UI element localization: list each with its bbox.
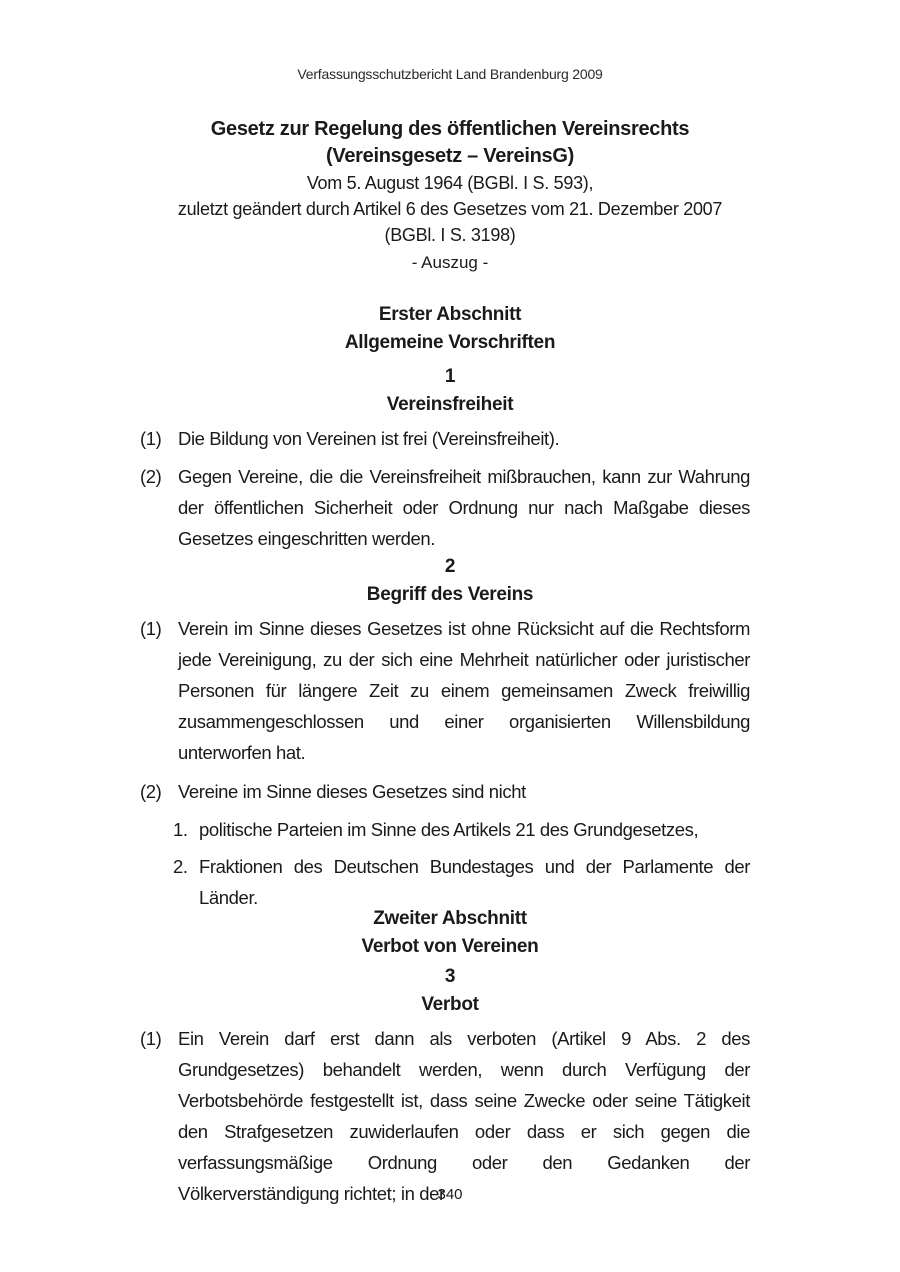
item-text: Gegen Vereine, die die Vereinsfreiheit mißbrauchen, kann zur Wahrung der öffentlichen Sicherheit oder Ordnung nur nach Maßgabe dieses Gesetzes eingeschritten werden. <box>178 466 750 549</box>
subitem-number: 2. <box>173 856 188 877</box>
item-text: Vereine im Sinne dieses Gesetzes sind nicht <box>178 781 526 802</box>
item-text: Ein Verein darf erst dann als verboten (Artikel 9 Abs. 2 des Grundgesetzes) behandelt werden, wenn durch Verfügung der Verbotsbehörde festgestellt ist, dass seine Zwecke oder seine Tätigkeit den Strafgesetzen zuwiderlaufen oder dass er sich gegen die verfassungsmäßige Ordnung oder den Gedanken der Völkerverständigung richtet; in der <box>178 1028 750 1204</box>
law-title: Gesetz zur Regelung des öffentlichen Vereinsrechts <box>210 118 690 140</box>
law-date: Vom 5. August 1964 (BGBl. I S. 593), <box>306 173 594 193</box>
subitem-number: 1. <box>173 819 188 840</box>
page-number: 340 <box>437 1186 463 1203</box>
paragraph-1-heading: Vereinsfreiheit <box>386 394 514 415</box>
paragraph-1-number: 1 <box>444 366 456 387</box>
paragraph-3-heading: Verbot <box>421 994 479 1015</box>
paragraph-1-item-2 <box>140 461 750 554</box>
section-2-label: Zweiter Abschnitt <box>373 908 527 929</box>
paragraph-2-subitem-2 <box>173 851 750 913</box>
paragraph-2-heading: Begriff des Vereins <box>366 584 534 605</box>
excerpt-note: - Auszug - <box>411 253 489 272</box>
item-number: (1) <box>140 618 162 639</box>
section-1-heading: Allgemeine Vorschriften <box>344 332 556 353</box>
paragraph-2-item-1 <box>140 613 750 768</box>
paragraph-3-number: 3 <box>444 966 456 987</box>
law-amendment-ref: (BGBl. I S. 3198) <box>384 225 516 245</box>
subitem-text: politische Parteien im Sinne des Artikels 21 des Grundgesetzes, <box>199 819 699 840</box>
paragraph-2-item-2 <box>140 776 750 807</box>
section-1-label: Erster Abschnitt <box>378 304 522 325</box>
item-number: (2) <box>140 781 162 802</box>
item-number: (1) <box>140 1028 162 1049</box>
law-short-title: (Vereinsgesetz – VereinsG) <box>326 145 574 167</box>
paragraph-1-item-1 <box>140 423 750 454</box>
item-text: Die Bildung von Vereinen ist frei (Vereinsfreiheit). <box>178 428 560 449</box>
running-header: Verfassungsschutzbericht Land Brandenburg 2009 <box>297 66 603 82</box>
law-amendment: zuletzt geändert durch Artikel 6 des Gesetzes vom 21. Dezember 2007 <box>177 199 723 219</box>
paragraph-2-subitem-1 <box>173 814 750 845</box>
law-title-block <box>90 116 810 276</box>
paragraph-3-item-1 <box>140 1023 750 1209</box>
section-2-heading: Verbot von Vereinen <box>361 936 539 957</box>
item-number: (1) <box>140 428 162 449</box>
paragraph-2-number: 2 <box>444 556 456 577</box>
subitem-text: Fraktionen des Deutschen Bundestages und der Parlamente der Länder. <box>199 856 750 908</box>
item-text: Verein im Sinne dieses Gesetzes ist ohne Rücksicht auf die Rechtsform jede Vereinigung, zu der sich eine Mehrheit natürlicher oder juristischer Personen für längere Zeit zu einem gemeinsamen Zweck freiwillig zusammengeschlossen und einer organisierten Willensbildung unterworfen hat. <box>178 618 750 763</box>
item-number: (2) <box>140 466 162 487</box>
